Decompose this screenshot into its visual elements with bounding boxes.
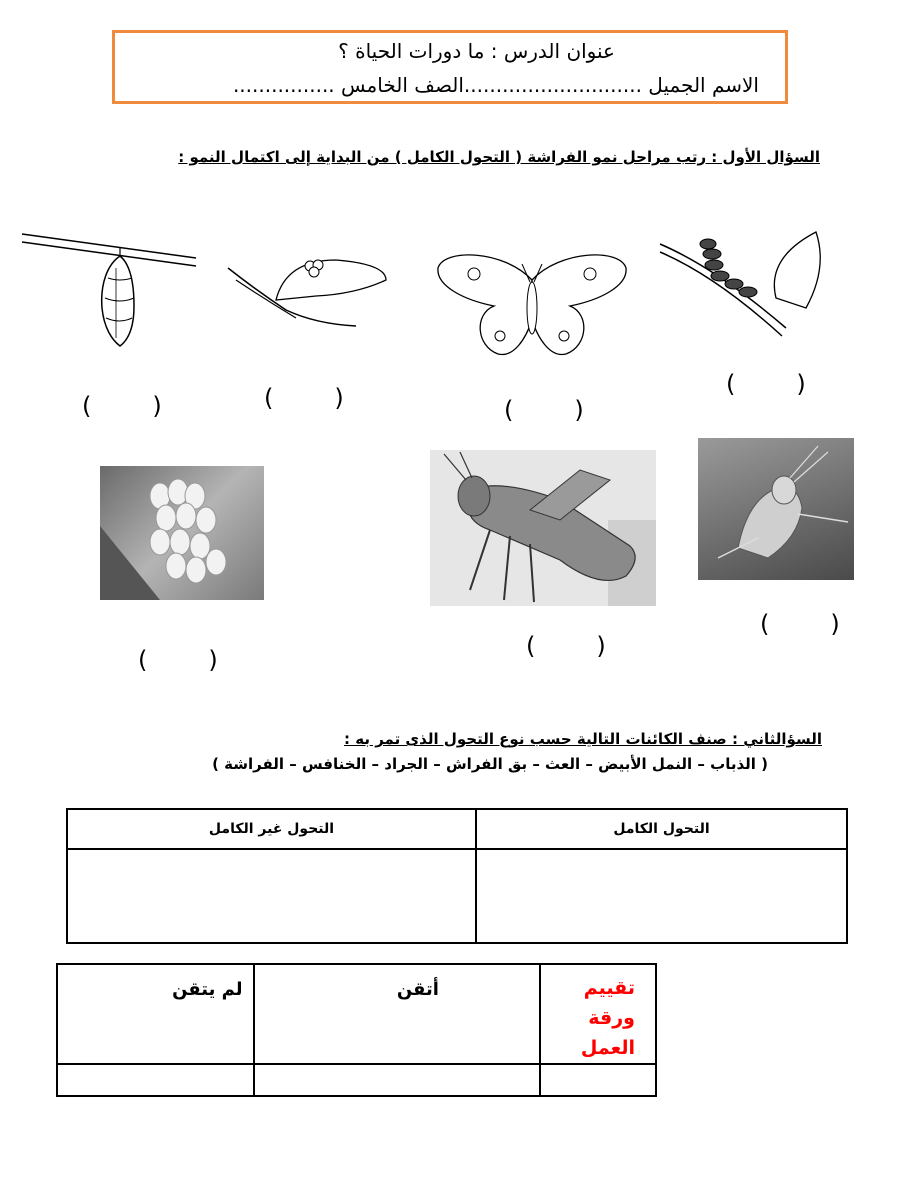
organisms-list: ( الذباب – النمل الأبيض – العث – بق الفراش – الجراد – الخنافس – الفراشة ) <box>212 755 768 773</box>
not-mastered-cell[interactable] <box>57 1064 254 1096</box>
butterfly-image <box>434 250 630 362</box>
question-1-title: السؤال الأول : رتب مراحل نمو الفراشة ( التحول الكامل ) من البداية إلى اكتمال النمو : <box>178 148 820 166</box>
grasshopper-nymph-image <box>698 438 854 580</box>
blank-egg-cluster[interactable]: ( ) <box>138 646 218 674</box>
header-incomplete-metamorphosis: التحول غير الكامل <box>67 809 476 849</box>
blank-butterfly[interactable]: ( ) <box>504 396 584 424</box>
question-2-title: السؤالثاني : صنف الكائنات التالية حسب نوع التحول الذى تمر به : <box>344 730 822 748</box>
header-complete-metamorphosis: التحول الكامل <box>476 809 847 849</box>
not-mastered-label: لم يتقن <box>57 964 254 1064</box>
blank-adult-grasshopper[interactable]: ( ) <box>526 632 606 660</box>
adult-grasshopper-image <box>430 450 656 606</box>
egg-cluster-image <box>100 466 264 600</box>
cell-incomplete-answer[interactable] <box>67 849 476 943</box>
mastered-label: أتقن <box>254 964 540 1064</box>
blank-eggs-on-leaf[interactable]: ( ) <box>264 384 344 412</box>
blank-chrysalis[interactable]: ( ) <box>82 392 162 420</box>
lesson-title: عنوان الدرس : ما دورات الحياة ؟ <box>338 39 615 63</box>
classification-table <box>66 808 848 944</box>
chrysalis-image <box>20 228 198 356</box>
name-grade-line: الاسم الجميل ............................الصف الخامس ................ <box>232 73 759 97</box>
eggs-on-leaf-image <box>226 250 390 328</box>
cell-complete-answer[interactable] <box>476 849 847 943</box>
evaluation-empty-cell <box>540 1064 656 1096</box>
evaluation-table <box>56 963 657 1097</box>
mastered-cell[interactable] <box>254 1064 540 1096</box>
blank-nymph[interactable]: ( ) <box>760 610 840 638</box>
blank-caterpillar[interactable]: ( ) <box>726 370 806 398</box>
caterpillar-image <box>656 228 828 342</box>
worksheet-evaluation-title: تقييم ورقة العمل <box>540 964 656 1064</box>
lesson-header-box <box>112 30 788 104</box>
